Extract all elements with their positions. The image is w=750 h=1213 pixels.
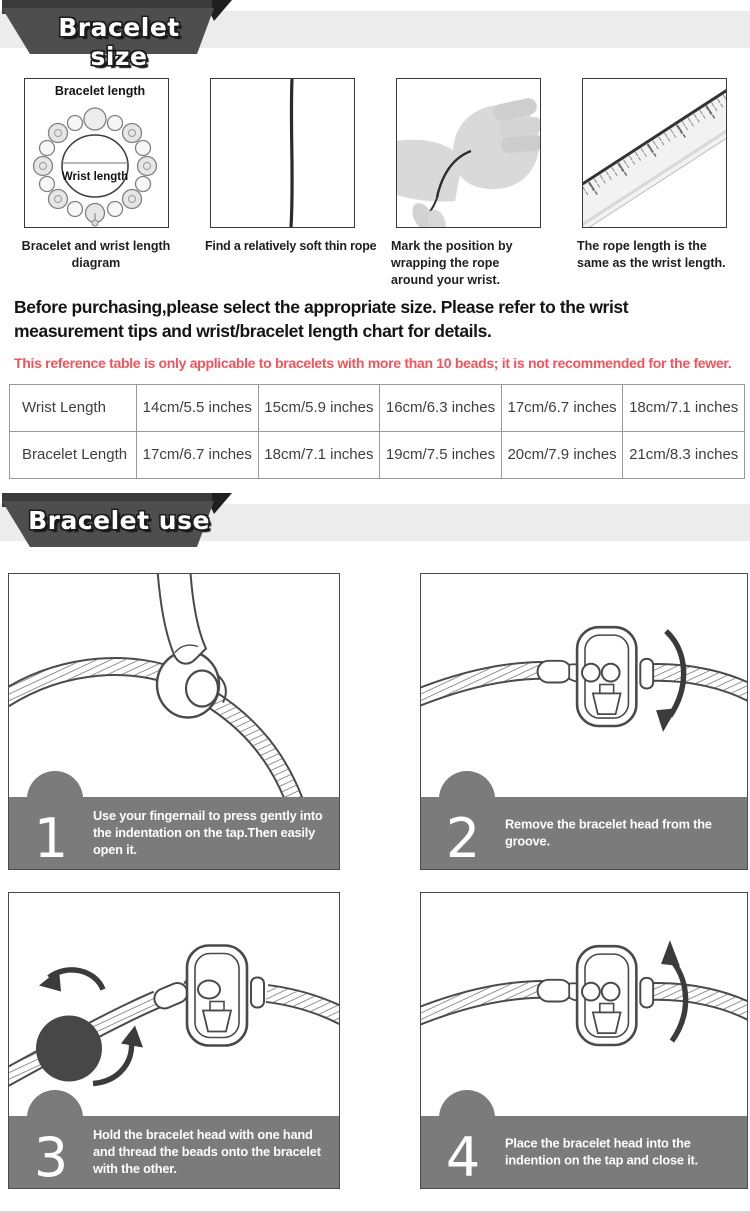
step-4-band bbox=[421, 1116, 747, 1188]
intro-text: Before purchasing,please select the appropriate size. Please refer to the wrist measurement tips and wrist/bracelet length chart for details. bbox=[14, 296, 629, 341]
measure-step-wrap bbox=[375, 78, 561, 289]
measure-step-diagram bbox=[3, 78, 189, 289]
bead bbox=[36, 1015, 102, 1081]
wrist-value: 18cm/7.1 inches bbox=[623, 384, 745, 431]
table-row-wrist bbox=[10, 384, 745, 431]
usage-steps-grid bbox=[0, 573, 750, 1189]
bracelet-value: 20cm/7.9 inches bbox=[501, 431, 623, 478]
close-clasp-icon bbox=[421, 893, 747, 1116]
usage-step-4 bbox=[420, 892, 748, 1189]
wrist-value: 15cm/5.9 inches bbox=[258, 384, 380, 431]
bracelet-value: 18cm/7.1 inches bbox=[258, 431, 380, 478]
bracelet-value: 21cm/8.3 inches bbox=[623, 431, 745, 478]
ruler-icon bbox=[583, 79, 726, 227]
thread-beads-icon bbox=[9, 893, 339, 1116]
press-clasp-icon bbox=[9, 574, 339, 797]
row-header-bracelet: Bracelet Length bbox=[10, 431, 137, 478]
bracelet-value: 19cm/7.5 inches bbox=[380, 431, 502, 478]
measure-caption-1: Bracelet and wrist length diagram bbox=[21, 239, 171, 270]
rotate-arrow-icon bbox=[39, 969, 103, 991]
step-2-illustration bbox=[421, 574, 747, 797]
step-instruction: Use your fingernail to press gently into the indentation on the tap.Then easily open it. bbox=[93, 808, 323, 858]
step-4-illustration bbox=[421, 893, 747, 1116]
step-2-band bbox=[421, 797, 747, 869]
usage-step-2 bbox=[420, 573, 748, 870]
bracelet-size-header bbox=[0, 0, 750, 71]
wrist-value: 14cm/5.5 inches bbox=[137, 384, 259, 431]
ribbon-banner bbox=[0, 0, 250, 71]
bracelet-photo bbox=[24, 78, 169, 228]
row-header-wrist: Wrist Length bbox=[10, 384, 137, 431]
measure-step-rope bbox=[189, 78, 375, 289]
step-number: 3 bbox=[33, 1125, 69, 1189]
bracelet-value: 17cm/6.7 inches bbox=[137, 431, 259, 478]
remove-head-icon bbox=[421, 574, 747, 797]
step-number: 4 bbox=[445, 1125, 481, 1189]
step-3-band bbox=[9, 1116, 339, 1188]
step-number: 1 bbox=[33, 806, 69, 870]
step-1-band bbox=[9, 797, 339, 869]
bracelet-use-header bbox=[0, 493, 750, 551]
rope-image bbox=[210, 78, 355, 228]
usage-step-3 bbox=[8, 892, 340, 1189]
ribbon-banner bbox=[0, 493, 250, 549]
measure-caption-2: Find a relatively soft thin rope bbox=[205, 239, 377, 253]
measure-caption-4: The rope length is the same as the wrist length. bbox=[577, 239, 726, 270]
measurement-steps-row bbox=[0, 52, 750, 289]
wrist-value: 16cm/6.3 inches bbox=[380, 384, 502, 431]
wrist-wrap-image bbox=[396, 78, 541, 228]
wrist-value: 17cm/6.7 inches bbox=[501, 384, 623, 431]
step-3-illustration bbox=[9, 893, 339, 1116]
section-title-use: Bracelet use bbox=[28, 505, 210, 535]
measure-caption-3: Mark the position by wrapping the rope around your wrist. bbox=[391, 239, 513, 287]
step-instruction: Hold the bracelet head with one hand and thread the beads onto the bracelet with the other. bbox=[93, 1127, 321, 1177]
size-table bbox=[9, 384, 745, 479]
measure-step-ruler bbox=[561, 78, 747, 289]
rope-icon bbox=[211, 79, 354, 227]
wrist-wrap-icon bbox=[397, 79, 540, 227]
wrist-length-label: Wrist length bbox=[61, 171, 128, 183]
note-text: This reference table is only applicable to bracelets with more than 10 beads; it is not recommended for the fewer. bbox=[14, 354, 732, 371]
ruler-image bbox=[582, 78, 727, 228]
usage-step-1 bbox=[8, 573, 340, 870]
step-instruction: Remove the bracelet head from the groove. bbox=[505, 816, 712, 849]
bracelet-length-label: Bracelet length bbox=[54, 84, 145, 98]
step-instruction: Place the bracelet head into the indention on the tap and close it. bbox=[505, 1135, 698, 1168]
step-number: 2 bbox=[445, 806, 481, 870]
bracelet-diagram-icon bbox=[25, 79, 168, 227]
step-1-illustration bbox=[9, 574, 339, 797]
table-row-bracelet bbox=[10, 431, 745, 478]
section-title-size: Bracelet size bbox=[58, 13, 180, 71]
